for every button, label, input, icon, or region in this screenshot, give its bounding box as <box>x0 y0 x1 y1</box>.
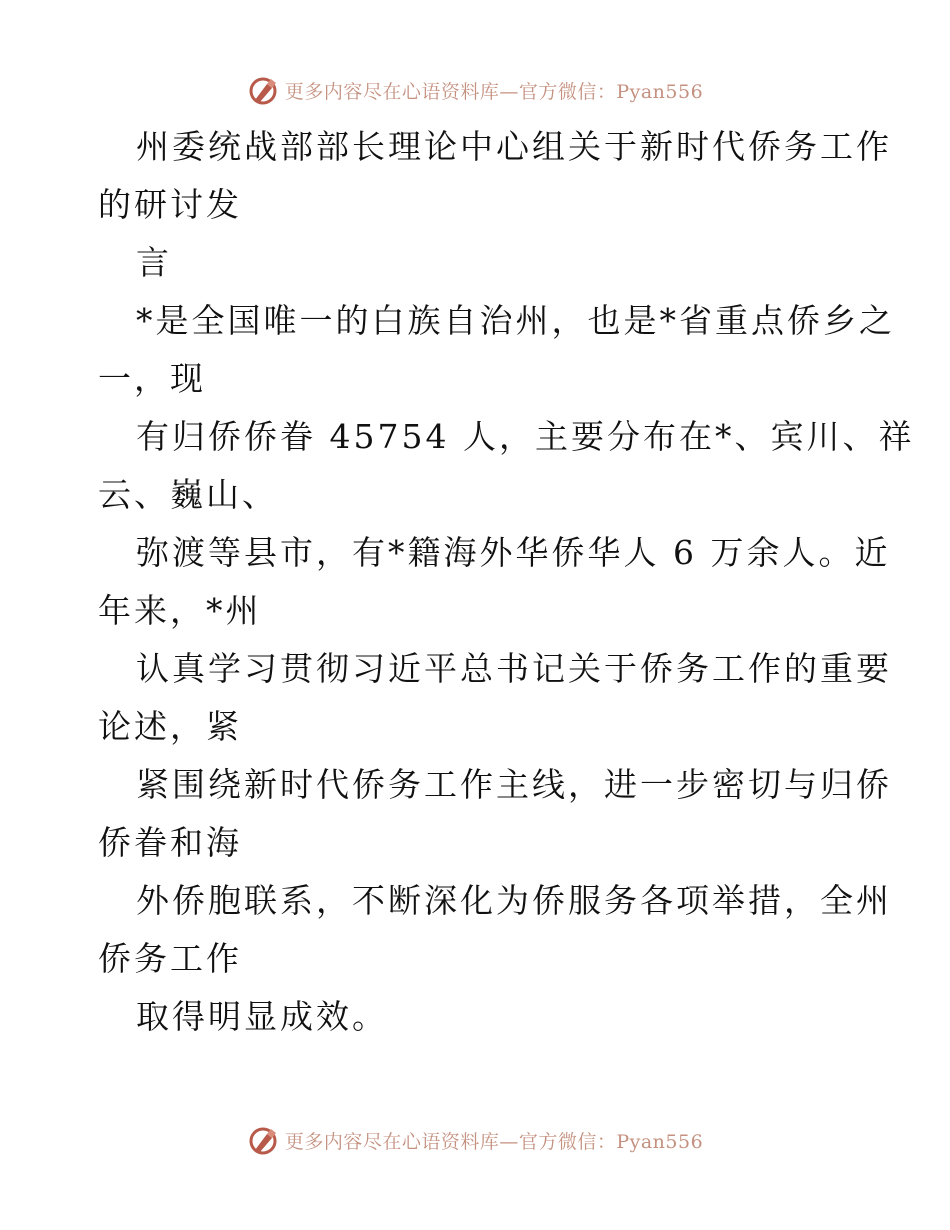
document-line: 一，现 <box>98 359 206 398</box>
document-line: 侨眷和海 <box>98 823 242 862</box>
document-line: *是全国唯一的白族自治州，也是*省重点侨乡之 <box>136 301 895 340</box>
document-line: 弥渡等县市，有*籍海外华侨华人 6 万余人。近 <box>136 533 891 572</box>
document-line: 年来，*州 <box>98 591 262 630</box>
document-line: 认真学习贯彻习近平总书记关于侨务工作的重要 <box>136 649 892 688</box>
header-watermark <box>0 72 950 108</box>
document-line: 论述，紧 <box>98 707 242 746</box>
watermark-text: 更多内容尽在心语资料库—官方微信：Pyan556 <box>284 1130 704 1153</box>
document-line: 云、巍山、 <box>98 475 278 514</box>
pen-nib-logo-icon <box>247 1124 279 1156</box>
document-line: 言 <box>136 243 172 282</box>
document-line: 有归侨侨眷 45754 人，主要分布在*、宾川、祥 <box>136 417 915 456</box>
document-line: 侨务工作 <box>98 939 242 978</box>
document-line: 取得明显成效。 <box>136 997 388 1036</box>
document-line: 紧围绕新时代侨务工作主线，进一步密切与归侨 <box>136 765 892 804</box>
watermark-text: 更多内容尽在心语资料库—官方微信：Pyan556 <box>284 80 704 103</box>
document-body <box>98 118 915 1046</box>
document-line: 外侨胞联系，不断深化为侨服务各项举措，全州 <box>136 881 892 920</box>
pen-nib-logo-icon <box>247 74 279 106</box>
document-line: 州委统战部部长理论中心组关于新时代侨务工作 <box>136 127 892 166</box>
footer-watermark <box>0 1122 950 1158</box>
document-line: 的研讨发 <box>98 185 242 224</box>
